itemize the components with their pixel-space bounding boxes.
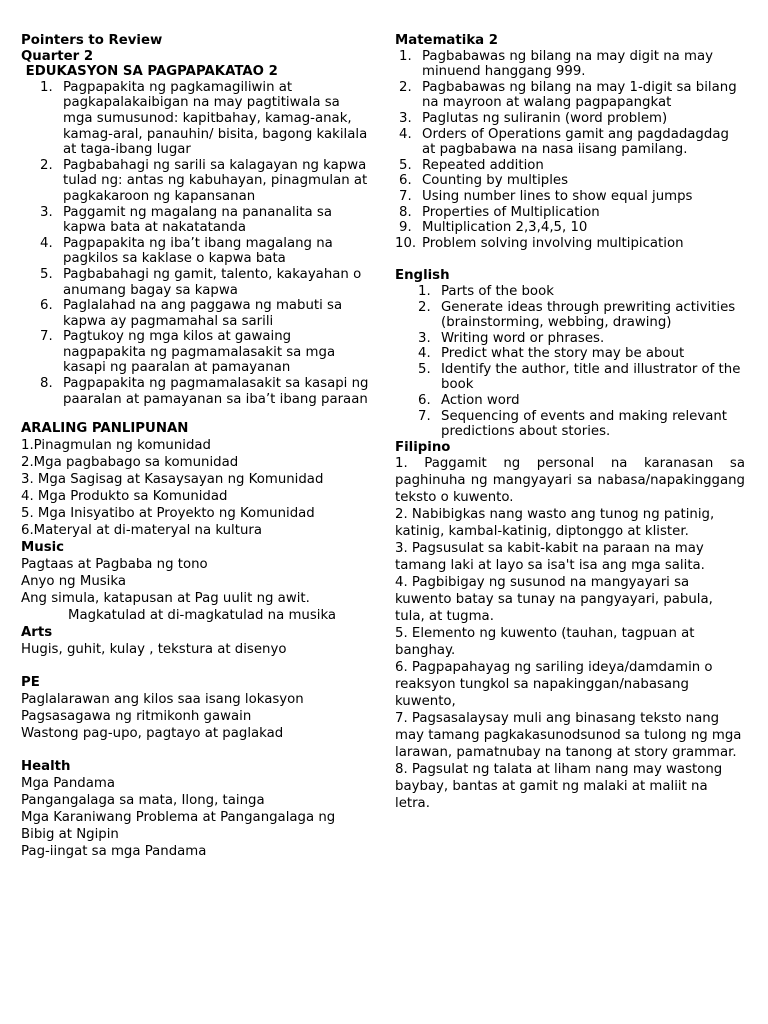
list-item: 3. Paggamit ng magalang na pananalita sa kapwa bata at nakatatanda [40,204,333,236]
math-heading: Matematika 2 [395,33,499,48]
list-item: 8. Properties of Multiplication [399,204,600,220]
list-item: 4. Predict what the story may be about [418,346,685,362]
list-item: 7. Pagtukoy ng mga kilos at gawaing nagpapakita ng pagmamalasakit sa mga kasapi ng paaralan at pamayanan [40,329,336,376]
list-item: 2. Pagbabahagi ng sarili sa kalagayan ng kapwa tulad ng: antas ng kabuhayan, pinagmulan at pagkakaroon ng kapansanan [40,157,368,204]
music-heading: Music [21,539,65,555]
page-title: Pointers to Review [21,33,163,48]
arts-list [21,641,371,658]
list-item: 2. Pagbabawas ng bilang na may 1-digit sa bilang na mayroon at walang pagpapangkat [399,79,737,111]
list-item: 5. Elemento ng kuwento (tauhan, tagpuan at banghay. [395,626,695,659]
list-item: 3. Pagsusulat sa kabit-kabit na paraan na may tamang laki at layo sa isa't isa ang mga salita. [395,541,705,574]
list-item: 2. Generate ideas through prewriting activities (brainstorming, webbing, drawing) [418,299,736,331]
health-heading: Health [21,758,71,774]
list-item: 7. Sequencing of events and making relevant predictions about stories. [418,408,727,440]
list-item: 1. Pagpapakita ng pagkamagiliwin at pagkapalakaibigan na may pagtitiwala sa mga sumusunod: kapitbahay, kamag-anak, kamag-aral, panauhin/ bisita, bagong kakilala at taga-ibang lugar [40,79,368,158]
list-item: 3. Paglutas ng suliranin (word problem) [399,110,668,126]
list-item: 6. Pagpapahayag ng sariling ideya/damdamin o reaksyon tungkol sa napakinggan/nabasang kuwento, [395,660,713,710]
list-item: 5. Repeated addition [399,157,544,173]
filipino-list [395,455,745,812]
list-item: 1. Paggamit ng personal na karanasan sa paghinuha ng mangyayari sa nabasa/napakinggang teksto o kuwento. [395,456,745,506]
list-item: 9. Multiplication 2,3,4,5, 10 [399,220,588,236]
english-heading: English [395,268,450,284]
list-item: 6. Paglalahad na ang paggawa ng mabuti sa kapwa ay pagmamahal sa sarili [40,298,343,329]
list-item: 2. Nabibigkas nang wasto ang tunog ng patinig, katinig, kambal-katinig, diptonggo at klister. [395,507,715,540]
list-item: 6.Materyal at di-materyal na kultura [21,522,262,538]
list-item: Ang simula, katapusan at Pag uulit ng awit. [21,590,310,606]
list-item: 3. Writing word or phrases. [418,330,605,346]
list-item: Wastong pag-upo, pagtayo at paglakad [21,725,284,741]
pe-heading: PE [21,674,40,690]
list-item: 4. Mga Produkto sa Komunidad [21,488,228,504]
list-item: Pagtaas at Pagbaba ng tono [21,556,208,572]
list-item: 2.Mga pagbabago sa komunidad [21,454,239,470]
list-item: 10. Problem solving involving multipication [395,235,684,251]
list-item: 4. Pagbibigay ng susunod na mangyayari sa kuwento batay sa tunay na pangyayari, pabula, tula, at tugma. [395,575,713,625]
list-item: 8. Pagsulat ng talata at liham nang may wastong baybay, bantas at gamit ng malaki at maliit na letra. [395,762,723,812]
list-item: Mga Karaniwang Problema at Pangangalaga ng Bibig at Ngipin [21,809,336,842]
list-item: Pag-iingat sa mga Pandama [21,843,207,859]
list-item: Anyo ng Musika [21,573,126,589]
list-item: Pagsasagawa ng ritmikonh gawain [21,708,252,724]
list-item: 6. Counting by multiples [399,173,569,189]
list-item: Pangangalaga sa mata, Ilong, tainga [21,792,265,808]
ap-list [21,437,371,539]
list-item: 5. Pagbabahagi ng gamit, talento, kakayahan o anumang bagay sa kapwa [40,266,362,298]
list-item: 1. Pagbabawas ng bilang na may digit na may minuend hanggang 999. [399,48,714,80]
list-item: 1. Parts of the book [418,283,554,299]
list-item: 4. Orders of Operations gamit ang pagdadagdag at pagbabawa na nasa iisang pamilang. [399,126,729,158]
list-item: 6. Action word [418,393,520,409]
list-item: Mga Pandama [21,775,115,791]
right-column [395,33,745,812]
list-item: Magkatulad at di-magkatulad na musika [68,607,337,623]
math-list [395,48,745,252]
pe-list [21,691,371,742]
health-list [21,775,371,860]
quarter-label: Quarter 2 [21,48,94,64]
english-list [418,284,745,440]
arts-heading: Arts [21,624,53,640]
esp-heading: EDUKASYON SA PAGPAPAKATAO 2 [21,64,278,80]
list-item: 3. Mga Sagisag at Kasaysayan ng Komunidad [21,471,324,487]
list-item: Paglalarawan ang kilos saa isang lokasyon [21,691,304,707]
list-item: 8. Pagpapakita ng pagmamalasakit sa kasapi ng paaralan at pamayanan sa iba’t ibang paraan [40,376,369,407]
left-column [21,33,371,860]
music-list [21,556,371,624]
list-item: 1.Pinagmulan ng komunidad [21,437,211,453]
list-item: Hugis, guhit, kulay , tekstura at disenyo [21,641,287,657]
esp-list [40,80,371,407]
filipino-heading: Filipino [395,439,451,455]
list-item: 7. Pagsasalaysay muli ang binasang teksto nang may tamang pagkakasunodsunod sa tulong ng mga larawan, pamatnubay na tanong at story grammar. [395,711,742,761]
list-item: 4. Pagpapakita ng iba’t ibang magalang na pagkilos sa kaklase o kapwa bata [40,235,333,267]
list-item: 5. Mga Inisyatibo at Proyekto ng Komunidad [21,505,315,521]
list-item: 5. Identify the author, title and illustrator of the book [418,361,741,393]
ap-heading: ARALING PANLIPUNAN [21,421,189,437]
list-item: 7. Using number lines to show equal jumps [399,188,693,204]
